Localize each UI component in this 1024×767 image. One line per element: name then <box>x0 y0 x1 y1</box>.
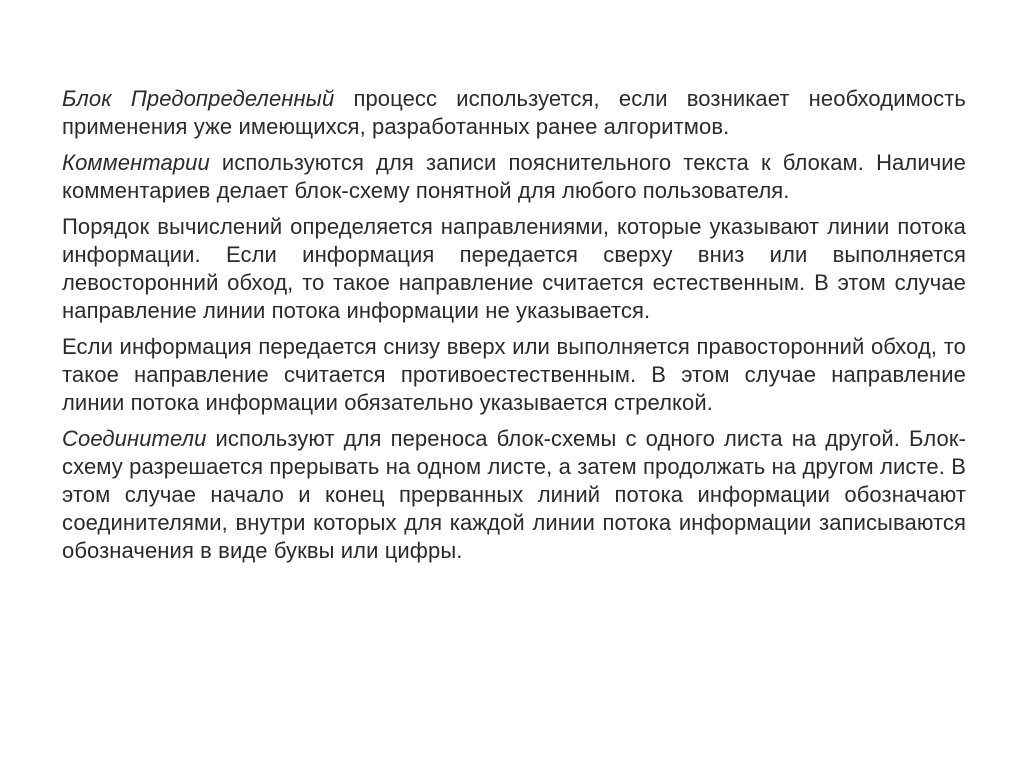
paragraph-comments <box>62 149 966 205</box>
paragraph-text: используются для записи пояснительного текста к блокам. Наличие комментариев делает блок-схему понятной для любого пользователя. <box>62 150 966 203</box>
term-comments: Комментарии <box>62 150 210 175</box>
term-predefined-process: Блок Предопределенный <box>62 86 335 111</box>
paragraph-text: Если информация передается снизу вверх или выполняется правосторонний обход, то такое направление считается противоестественным. В этом случае направление линии потока информации обязательно указывается стрелкой. <box>62 334 966 415</box>
paragraph-predefined-process <box>62 85 966 141</box>
paragraph-unnatural-direction <box>62 333 966 417</box>
slide-body-text <box>62 85 966 573</box>
paragraph-connectors <box>62 425 966 565</box>
paragraph-text: процесс используется, если возникает необходимость применения уже имеющихся, разработанных ранее алгоритмов. <box>62 86 966 139</box>
term-connectors: Соединители <box>62 426 207 451</box>
paragraph-text: Порядок вычислений определяется направлениями, которые указывают линии потока информации. Если информация передается сверху вниз или выполняется левосторонний обход, то такое направление считается естественным. В этом случае направление линии потока информации не указывается. <box>62 214 966 323</box>
paragraph-text: используют для переноса блок-схемы с одного листа на другой. Блок-схему разрешается прерывать на одном листе, а затем продолжать на другом листе. В этом случае начало и конец прерванных линий потока информации обозначают соединителями, внутри которых для каждой линии потока информации записываются обозначения в виде буквы или цифры. <box>62 426 966 563</box>
paragraph-natural-direction <box>62 213 966 325</box>
